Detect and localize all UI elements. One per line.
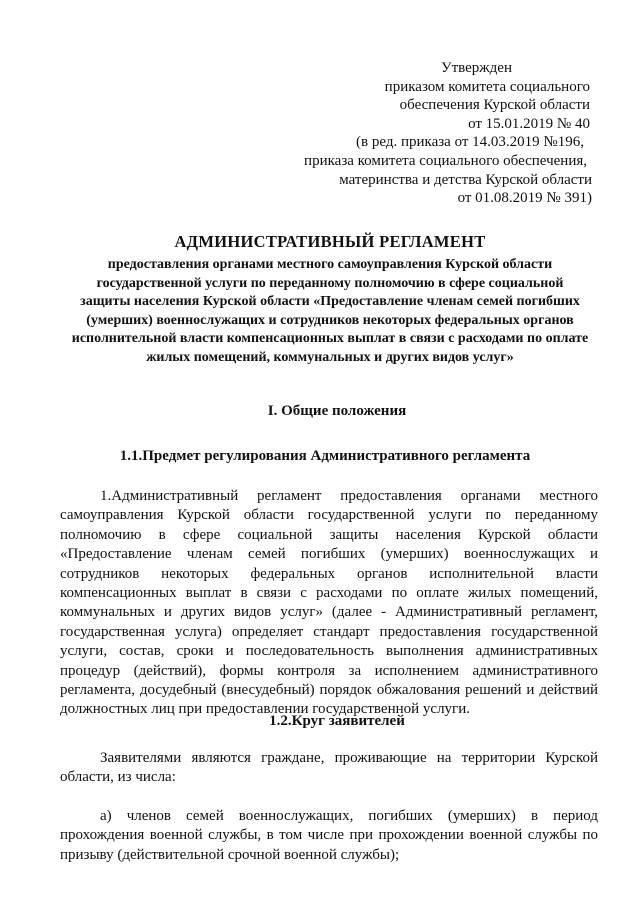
section-heading-general: I. Общие положения: [267, 403, 407, 419]
approval-line: от 01.08.2019 № 391): [457, 190, 592, 207]
approval-stamp: [304, 59, 592, 208]
approval-line: материнства и детства Курской области: [339, 171, 592, 188]
approval-line: Утвержден: [440, 60, 512, 76]
approval-line: обеспечения Курской области: [399, 97, 590, 114]
paragraph-regulation-subject: 1.Административный регламент предоставления органами местного самоуправления Курской области государственной услуги по переданному полномочию в сфере социальной защиты населения Курской области «Предоставление членам семей погибших (умерших) военнослужащих и сотрудников некоторых федеральных органов исполнительной власти компенсационных выплат в связи с расходами по оплате жилых помещений, коммунальных и других видов услуг» (далее - Административный регламент, государственная услуга) определяет стандарт предоставления государственной услуги, состав, сроки и последовательность выполнения административных процедур (действий), формы контроля за исполнением административного регламента, досудебный (внесудебный) порядок обжалования решений и действий должностных лиц при предоставлении государственной услуги.: [60, 488, 598, 718]
approval-line: от 15.01.2019 № 40: [468, 115, 590, 132]
document-title-block: [70, 232, 590, 367]
section-heading-applicants: 1.2.Круг заявителей: [269, 713, 405, 729]
approval-line: приказом комитета социального: [384, 78, 590, 95]
document-subtitle: предоставления органами местного самоуправления Курской области государственной услуги по переданному полномочию в сфере социальной защиты населения Курской области «Предоставление членам семей погибших (умерших) военнослужащих и сотрудников некоторых федеральных органов исполнительной власти компенсационных выплат в связи с расходами по оплате жилых помещений, коммунальных и других видов услуг»: [71, 257, 589, 365]
approval-line: приказа комитета социального обеспечения,: [304, 152, 587, 169]
paragraph-applicants-item-a: а) членов семей военнослужащих, погибших (умерших) в период прохождения военной службы, в том числе при прохождении военной службы по призыву (действительной срочной военной службы);: [60, 808, 598, 863]
document-title: АДМИНИСТРАТИВНЫЙ РЕГЛАМЕНТ: [174, 232, 486, 251]
section-heading-subject: 1.1.Предмет регулирования Административного регламента: [119, 448, 531, 464]
paragraph-applicants-intro: Заявителями являются граждане, проживающие на территории Курской области, из числа:: [60, 750, 598, 786]
approval-line: (в ред. приказа от 14.03.2019 №196,: [356, 134, 584, 151]
